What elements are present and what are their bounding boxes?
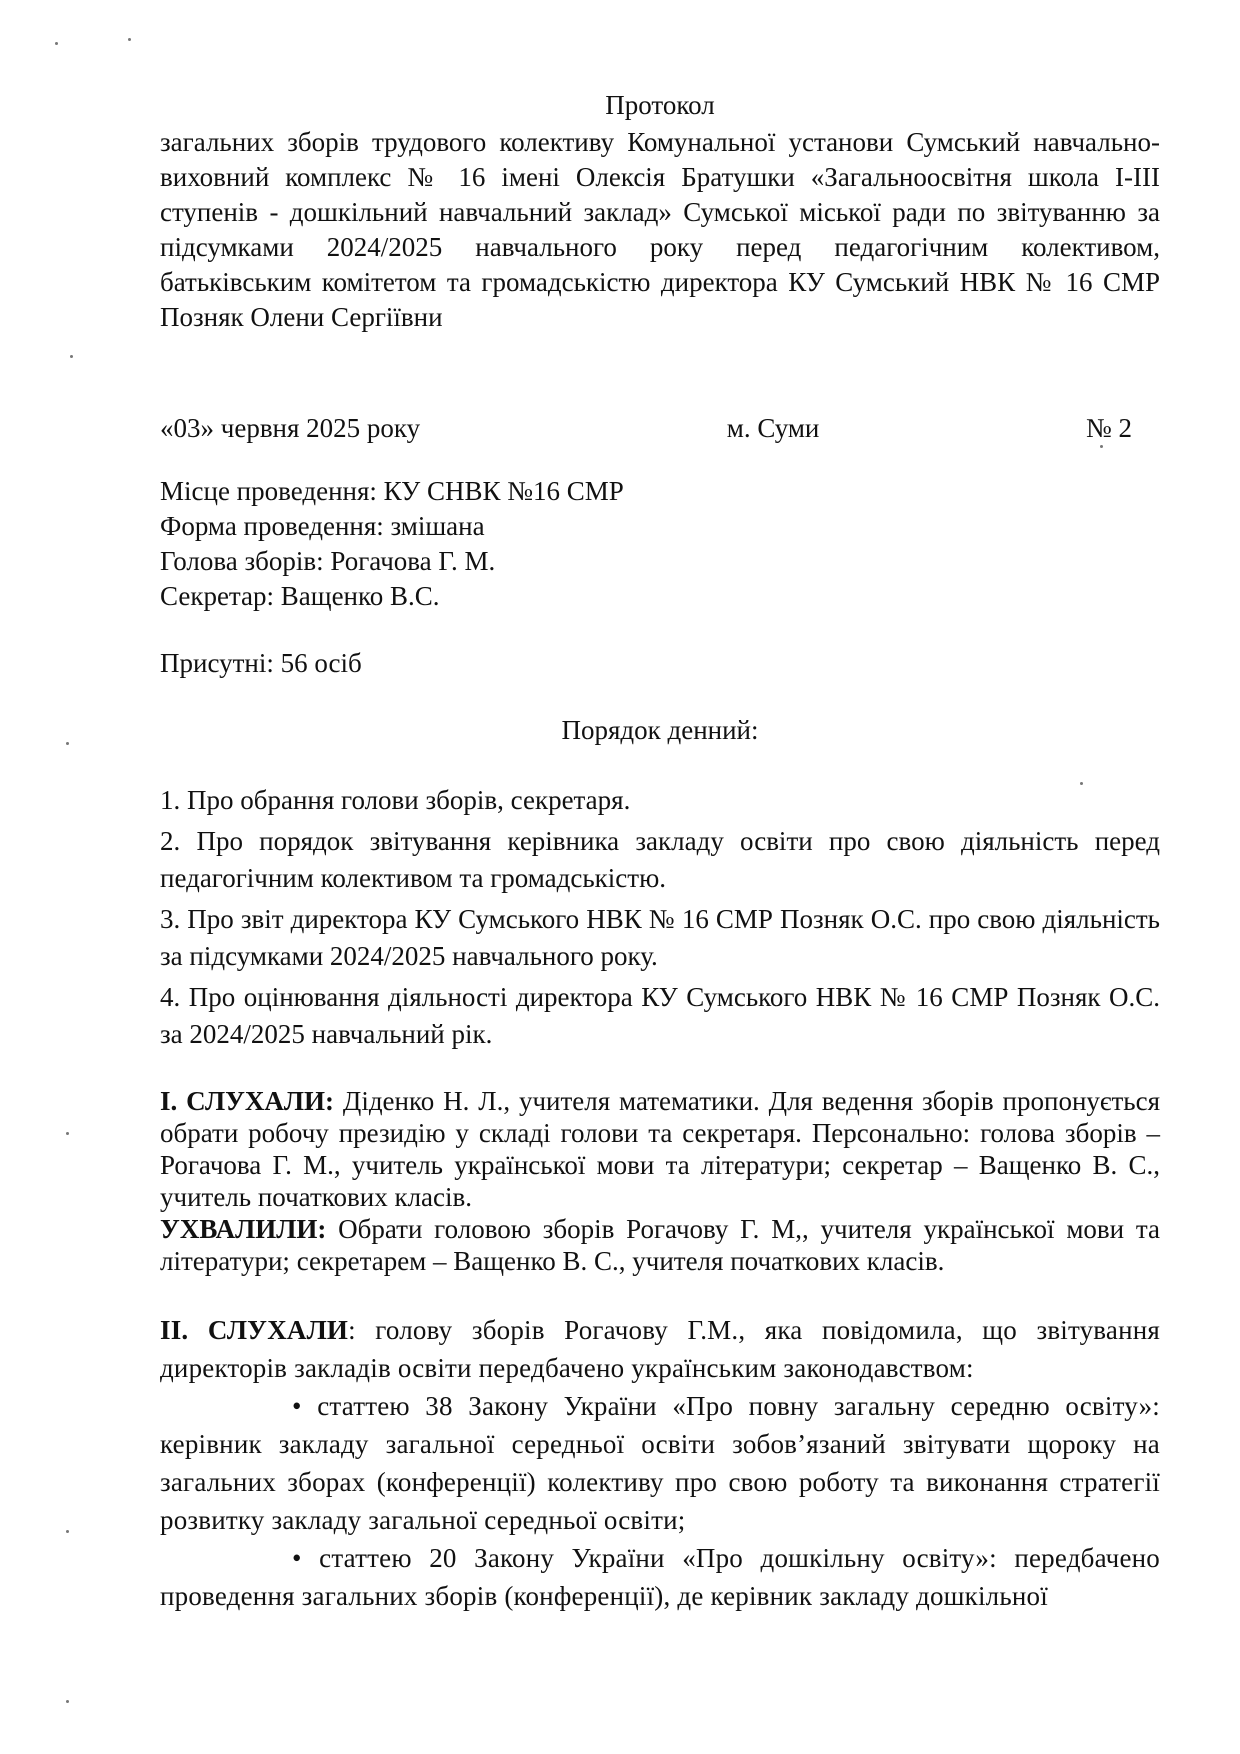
heard-text: Діденко Н. Л., учителя математики. Для ведення зборів пропонується обрати робочу президію у складі голови та секретаря. Персонально: голова зборів – Рогачова Г. М., учитель української мови та літератури; секретар – Ващенко В. С., учитель початкових класів. bbox=[160, 1086, 1160, 1212]
section-2-heard bbox=[160, 1311, 1160, 1387]
protocol-number: № 2 bbox=[1085, 413, 1132, 443]
law-bullet bbox=[160, 1539, 1160, 1615]
protocol-meta bbox=[160, 411, 1160, 446]
protocol-date: «03» червня 2025 року bbox=[160, 413, 421, 443]
section-1 bbox=[160, 1085, 1160, 1277]
resolved-label: УХВАЛИЛИ: bbox=[160, 1214, 327, 1244]
meeting-chair: Голова зборів: Рогачова Г. М. bbox=[160, 546, 496, 576]
agenda-item: 1. Про обрання голови зборів, секретаря. bbox=[160, 785, 631, 815]
attendance: Присутні: 56 осіб bbox=[160, 648, 362, 678]
section-2 bbox=[160, 1311, 1160, 1615]
bullet-text: статтею 38 Закону України «Про повну загальну середню освіту»: керівник закладу загальної середньої освіти зобов’язаний звітувати щороку на загальних зборах (конференції) колективу про свою роботу та виконання стратегії розвитку закладу загальної середньої освіти; bbox=[160, 1391, 1161, 1535]
heard-label: ІІ. СЛУХАЛИ bbox=[160, 1315, 349, 1345]
heard-text: : голову зборів Рогачову Г.М., яка повідомила, що звітування директорів закладів освіти передбачено українським законодавством: bbox=[160, 1315, 1160, 1383]
resolved-text: Обрати головою зборів Рогачову Г. М,, учителя української мови та літератури; секретарем – Ващенко В. С., учителя початкових класів. bbox=[160, 1214, 1160, 1276]
protocol-place: м. Суми bbox=[726, 413, 820, 443]
bullet-icon: • bbox=[292, 1543, 302, 1573]
meeting-form: Форма проведення: змішана bbox=[160, 511, 485, 541]
page-title: Протокол bbox=[605, 90, 715, 120]
heard-label: І. СЛУХАЛИ: bbox=[160, 1086, 335, 1116]
meeting-info bbox=[160, 474, 1160, 614]
agenda-item: 2. Про порядок звітування керівника закладу освіти про свою діяльність перед педагогічним колективом та громадськістю. bbox=[160, 826, 1160, 893]
meeting-secretary: Секретар: Ващенко В.С. bbox=[160, 581, 440, 611]
agenda-title: Порядок денний: bbox=[561, 715, 759, 745]
agenda-list bbox=[160, 782, 1160, 1053]
protocol-subtitle: загальних зборів трудового колективу Комунальної установи Сумський навчально-виховний комплекс № 16 імені Олексія Братушки «Загальноосвітня школа І-ІІІ ступенів - дошкільний навчальний заклад» Сумської міської ради по звітуванню за підсумками 2024/2025 навчального року перед педагогічним колективом, батьківським комітетом та громадськістю директора КУ Сумський НВК № 16 СМР Позняк Олени Сергіївни bbox=[160, 127, 1160, 332]
section-1-heard bbox=[160, 1085, 1160, 1213]
bullet-text: статтею 20 Закону України «Про дошкільну освіту»: передбачено проведення загальних зборів (конференції), де керівник закладу дошкільної bbox=[160, 1543, 1160, 1611]
meeting-location: Місце проведення: КУ СНВК №16 СМР bbox=[160, 476, 624, 506]
bullet-icon: • bbox=[292, 1391, 302, 1421]
document-page bbox=[160, 88, 1160, 1615]
agenda-item: 3. Про звіт директора КУ Сумського НВК № 16 СМР Позняк О.С. про свою діяльність за підсумками 2024/2025 навчального року. bbox=[160, 904, 1160, 971]
agenda-item: 4. Про оцінювання діяльності директора КУ Сумського НВК № 16 СМР Позняк О.С. за 2024/2025 навчальний рік. bbox=[160, 982, 1160, 1049]
section-1-resolved bbox=[160, 1213, 1160, 1277]
law-bullet bbox=[160, 1387, 1160, 1539]
